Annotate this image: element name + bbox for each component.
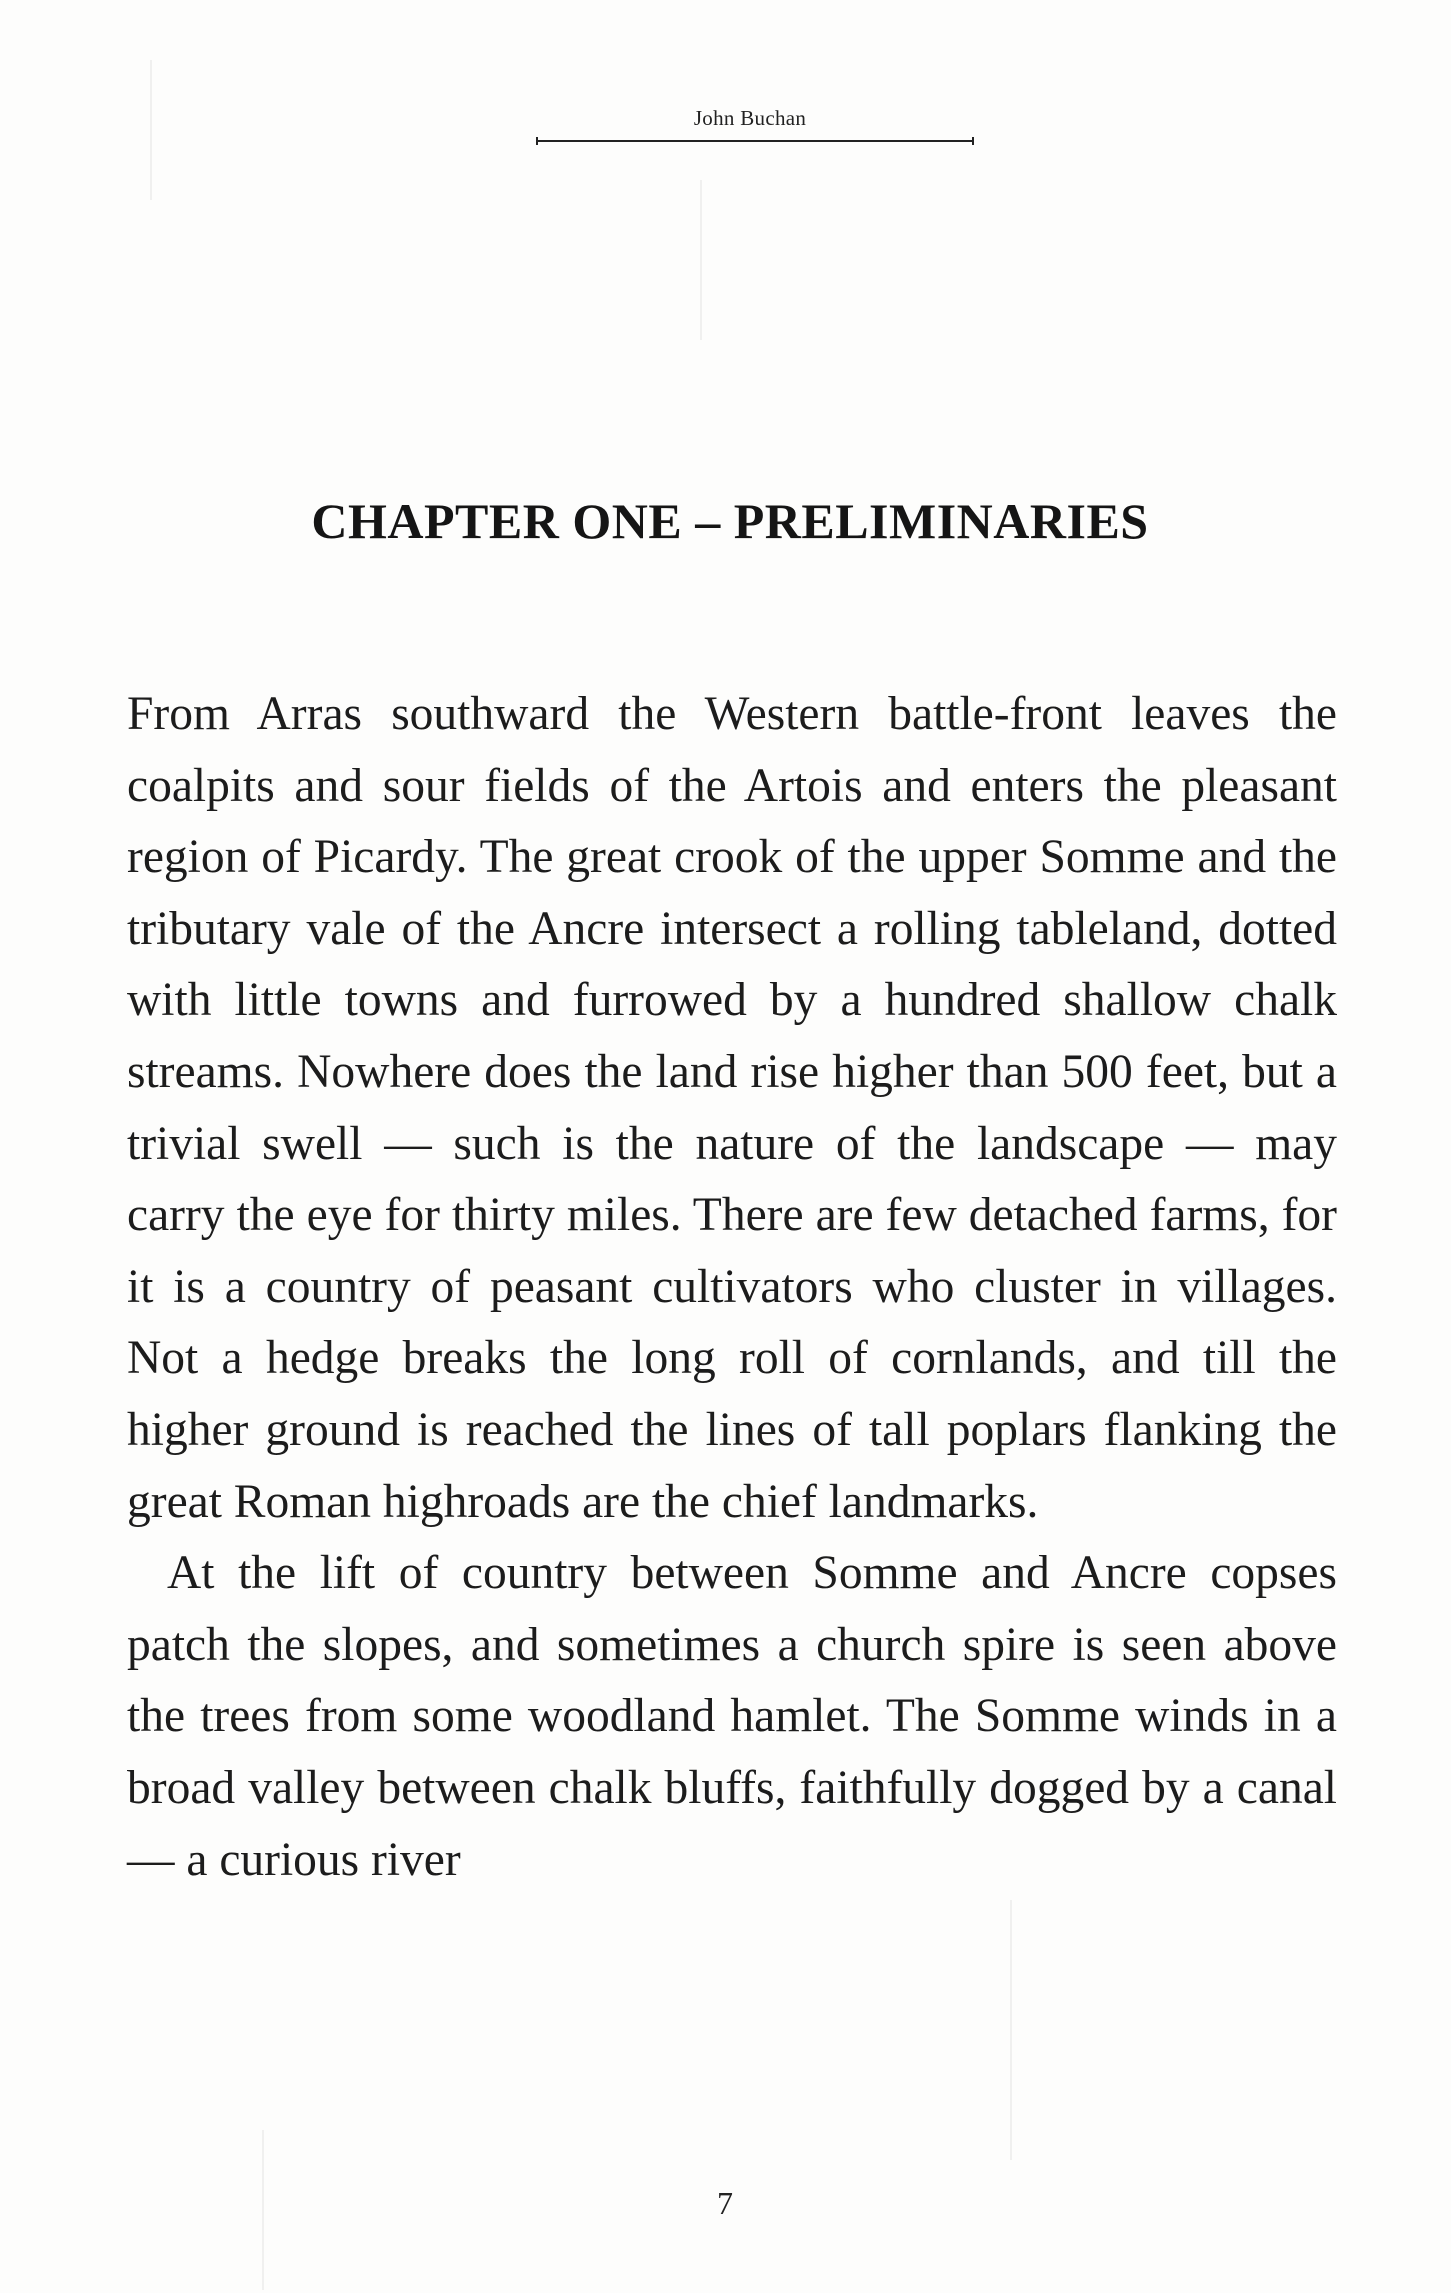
- bleed-through-line: [700, 180, 702, 340]
- bleed-through-line: [150, 60, 152, 200]
- paragraph-1: From Arras southward the Western battle-front leaves the coalpits and sour fields of the Artois and enters the pleasant region of Picardy. The great crook of the upper Somme and the tributary vale of the Ancre intersect a rolling tableland, dotted with little towns and furrowed by a hundred shallow chalk streams. Nowhere does the land rise higher than 500 feet, but a trivial swell — such is the nature of the landscape — may carry the eye for thirty miles. There are few detached farms, for it is a country of peasant cultivators who cluster in villages. Not a hedge breaks the long roll of cornlands, and till the higher ground is reached the lines of tall poplars flanking the great Roman highroads are the chief landmarks.: [127, 688, 1337, 1528]
- bleed-through-line: [1010, 1900, 1012, 2160]
- paragraph-2: At the lift of country between Somme and Ancre copses patch the slopes, and sometimes a church spire is seen above the trees from some woodland hamlet. The Somme winds in a broad valley between chalk bluffs, faithfully dogged by a canal — a curious river: [127, 1547, 1337, 1886]
- bleed-through-line: [262, 2130, 264, 2290]
- body-text: [127, 679, 1337, 1896]
- page-number: 7: [717, 2185, 733, 2221]
- running-head: John Buchan: [693, 106, 807, 130]
- running-head-rule: [536, 140, 974, 142]
- chapter-title: CHAPTER ONE – PRELIMINARIES: [311, 493, 1149, 549]
